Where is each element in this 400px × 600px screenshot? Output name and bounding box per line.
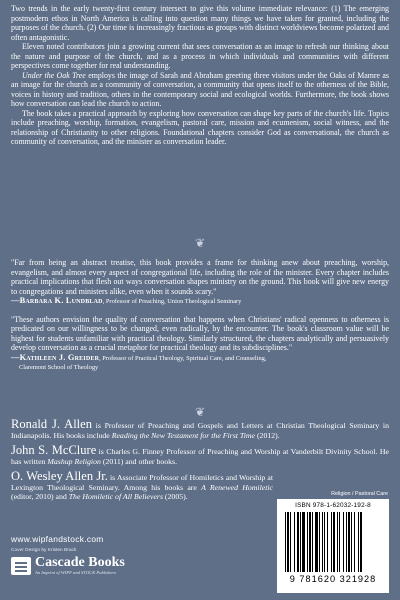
barcode-bar <box>360 512 362 572</box>
category-label: Religion / Pastoral Care <box>331 491 388 497</box>
endorsement-attribution <box>11 353 389 364</box>
barcode-bar <box>337 512 338 572</box>
author-bio-text: is Charles G. Finney Professor of Preaching and Worship at Vanderbilt Divinity School. He has written <box>11 447 389 466</box>
book-title: Under the Oak Tree <box>22 70 86 80</box>
author-book-title: A Renewed Homiletic <box>201 482 273 492</box>
author-bio-text: (2012). <box>255 430 280 440</box>
barcode-bar <box>287 512 289 572</box>
barcode-bar <box>285 512 286 572</box>
description-paragraph: Two trends in the early twenty-first century intersect to give this volume immediate relevance: (1) The emerging postmodern ethos in North America is calling into question many things we have taken for granted, including the purposes of the church. (2) Our time is increasingly fractious as groups with distinct worldviews become polarized and often antagonistic. <box>11 4 389 42</box>
barcode-bar <box>343 512 344 572</box>
description-text: employs the image of Sarah and Abraham greeting three visitors under the Oaks of Mamre as an image for the church as a community of conversation, a community that opens itself to the otherness of the Bible, voices in history and tradition, others in the contemporary social and ecological worlds. Furthermore, the book shows how conversation can lead the church to action. <box>11 70 389 108</box>
barcode-bar <box>351 512 352 572</box>
endorser-role: , Professor of Practical Theology, Spiritual Care, and Counseling, <box>99 354 267 362</box>
barcode-bar <box>333 512 335 572</box>
author-bio <box>11 417 389 440</box>
barcode-bar <box>319 512 320 572</box>
barcode-bar <box>327 512 328 572</box>
isbn-text: ISBN 978-1-62032-192-8 <box>295 502 371 509</box>
author-bio <box>11 443 389 466</box>
endorsement-attribution <box>11 296 389 307</box>
author-bio-text: is Associate Professor of Homiletics and Worship at Lexington Theological Seminary. Among his books are <box>11 473 274 492</box>
endorser-institution: Claremont School of Theology <box>19 364 99 371</box>
logo-subtitle: An Imprint of WIPF and STOCK Publishers <box>35 570 117 575</box>
author-book-title: The Homiletic of All Believers <box>68 492 163 501</box>
author-name: Ronald J. Allen <box>11 417 92 431</box>
publisher-footer <box>11 534 125 576</box>
leaf-ornament-icon: ❦ <box>194 236 206 250</box>
leaf-ornament-icon: ❦ <box>194 405 206 419</box>
barcode-bar <box>358 512 359 572</box>
cascade-logo-icon <box>11 557 31 575</box>
barcode-bar <box>300 512 301 572</box>
publisher-logo <box>11 556 125 576</box>
barcode-bar <box>315 512 318 572</box>
endorsements <box>11 258 389 373</box>
description-paragraph: Eleven noted contributors join a growing current that sees conversation as an image to refresh our thinking about the nature and purpose of the church, and as a process in which individuals and communities with different perspectives come together for real understanding. <box>11 42 389 70</box>
author-book-title: Reading the New Testament for the First Time <box>111 430 256 440</box>
barcode-bar <box>302 512 305 572</box>
barcode-bar <box>322 512 323 572</box>
author-bio-text: (editor, 2010) and <box>11 492 69 501</box>
barcode-bar <box>339 512 340 572</box>
barcode-bar <box>354 512 355 572</box>
author-bio-text: is Professor of Preaching and Gospels and Letters at Christian Theological Seminary in Indianapolis. His books include <box>11 421 389 440</box>
barcode-bar <box>290 512 291 572</box>
author-bio-text: (2011) and other books. <box>100 456 178 466</box>
barcode-bar <box>312 512 313 572</box>
barcode-bar <box>324 512 325 572</box>
author-bio-text: (2005). <box>162 492 188 501</box>
endorser-name: —Kathleen J. Greider <box>11 352 100 362</box>
book-description <box>11 4 389 147</box>
barcode-bar <box>294 512 295 572</box>
barcode-bar <box>346 512 347 572</box>
endorser-role: , Professor of Preaching, Union Theological Seminary <box>102 298 242 305</box>
author-name: John S. McClure <box>11 443 97 457</box>
endorsement-text: "These authors envision the quality of conversation that happens when Christians' radical openness to otherness is predicated on our willingness to be changed, even radically, by the encounter. The book's classroom value will be highest for students unfamiliar with practical theology. Similarly structured, the chapters analytically and persuasively develop conversation as a crucial metaphor for practical theology and its subdisciplines." <box>11 314 389 352</box>
barcode-bar <box>307 512 308 572</box>
barcode-bar <box>297 512 299 572</box>
cover-design-credit: Cover Design by Kristen Brack <box>11 548 77 553</box>
barcode <box>277 499 389 593</box>
endorser-name: —Barbara K. Lundblad <box>11 296 103 305</box>
logo-title: Cascade Books <box>35 555 125 570</box>
description-paragraph: The book takes a practical approach by exploring how conversation can shape key parts of the church's life. Topics include preaching, worship, formation, evangelism, pastoral care, mission and ecumenism, social witness, and the relationship of Christianity to other religions. Foundational chapters consider God as conversational, the church as community of conversation, and the minister as conversation leader. <box>11 108 389 146</box>
barcode-digits: 9 781620 321928 <box>289 574 377 584</box>
description-paragraph <box>11 71 389 109</box>
barcode-bars-icon <box>284 512 382 572</box>
author-name: O. Wesley Allen Jr. <box>11 469 108 483</box>
barcode-bar <box>331 512 332 572</box>
endorsement-text: "Far from being an abstract treatise, this book provides a frame for thinking anew about preaching, worship, evangelism, and almost every aspect of congregational life, including the role of the minister. Every chapter includes practical implications that flesh out ways conversation shapes ministry on the ground. This book will give new energy to congregations and ministers alike, even when it sounds scary." <box>11 258 389 296</box>
barcode-bar <box>309 512 311 572</box>
publisher-url: www.wipfandstock.com <box>11 534 104 544</box>
author-bio <box>11 469 274 502</box>
author-book-title: Mashup Religion <box>47 456 101 466</box>
barcode-bar <box>348 512 350 572</box>
